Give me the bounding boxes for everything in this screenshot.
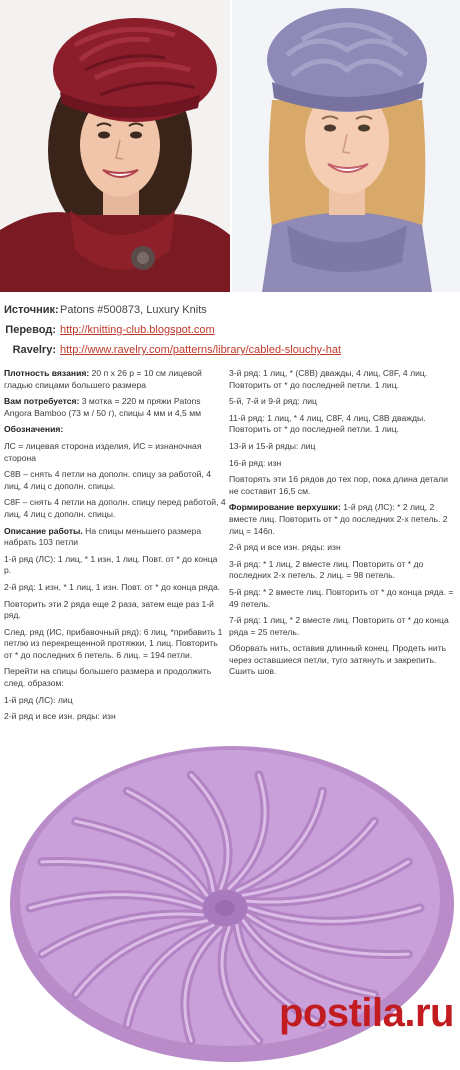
photo-red-beret-woman	[0, 0, 230, 292]
materials-text: 3 мотка = 220 м пряжи Patons Angora Bamboo (73 м / 50 г), спицы 4 мм и 4,5 мм	[4, 396, 202, 418]
translation-row	[0, 324, 460, 340]
body-row-11: 11-й ряд: 1 лиц, * 4 лиц, C8F, 4 лиц, C8B дважды. Повторить от * до последней петли. 1 лиц.	[229, 412, 426, 435]
work-text: На спицы меньшего размера набрать 103 петли	[4, 525, 202, 548]
work-paragraph	[4, 526, 226, 549]
ravelry-row	[0, 344, 460, 360]
crown-row-7: 7-й ряд: 1 лиц, * 2 вместе лиц. Повторить от * до конца ряда = 25 петель.	[229, 615, 449, 637]
crown-row-5: 5-й ряд: * 2 вместе лиц. Повторить от * до конца ряда. = 49 петель.	[229, 586, 454, 609]
source-row	[0, 304, 460, 320]
instructions-left-column	[4, 368, 226, 728]
body-row-2: 2-й ряд и все изн. ряды: изн	[4, 711, 116, 722]
ravelry-label: Ravelry:	[12, 344, 56, 356]
rib-row-1: 1-й ряд (ЛС): 1 лиц, * 1 изн, 1 лиц. Повт. от * до конца р.	[4, 553, 218, 576]
body-repeat: Повторять эти 16 рядов до тех пор, пока длина детали не составит 16,5 см.	[229, 474, 448, 496]
increase-row: След. ряд (ИС, прибавочный ряд): 6 лиц, *прибавить 1 петлю из перекрещенной протяжки, 1 лиц. Повторить от * до последних 6 петель. 6 лиц. = 194 петли.	[4, 626, 223, 660]
body-row-5: 5-й, 7-й и 9-й ряд: лиц	[229, 396, 317, 407]
body-row-16: 16-й ряд: изн	[229, 457, 282, 468]
top-photos	[0, 0, 460, 296]
instructions-right-column	[229, 368, 454, 683]
body-row-3: 3-й ряд: 1 лиц, * (C8B) дважды, 4 лиц, C8F, 4 лиц. Повторить от * до последней петли. 1 лиц.	[229, 368, 428, 390]
translation-label: Перевод:	[5, 324, 56, 336]
abbreviations-heading	[4, 424, 226, 436]
work-label: Описание работы.	[4, 525, 83, 536]
ravelry-link[interactable]: http://www.ravelry.com/patterns/library/cabled-slouchy-hat	[60, 344, 342, 356]
source-label: Источник:	[4, 304, 59, 316]
gauge-text: 20 п х 26 р = 10 см лицевой гладью спицами большего размера	[4, 368, 202, 390]
materials-label: Вам потребуется:	[4, 396, 80, 407]
gauge-paragraph	[4, 368, 226, 391]
crown-row-2: 2-й ряд и все изн. ряды: изн	[229, 542, 341, 553]
lilac-beret-illustration	[232, 0, 460, 292]
crown-paragraph	[229, 502, 454, 537]
crown-text: 1-й ряд (ЛС): * 2 лиц, 2 вместе лиц. Повторить от * до последних 2-х петель. 2 лиц = 146п.	[229, 502, 448, 536]
materials-paragraph	[4, 396, 226, 419]
source-value: Patons #500873, Luxury Knits	[60, 304, 207, 316]
red-beret-illustration	[0, 0, 230, 292]
crown-row-3: 3-й ряд: * 1 лиц, 2 вместе лиц. Повторить от * до последних 2-х петель. 2 лиц. = 98 петель.	[229, 558, 424, 581]
switch-needles: Перейти на спицы большего размера и продолжить след. образом:	[4, 666, 212, 689]
translation-link[interactable]: http://knitting-club.blogspot.com	[60, 324, 215, 336]
photo-lilac-beret-woman	[232, 0, 460, 292]
gauge-label: Плотность вязания:	[4, 368, 90, 378]
abbreviations-label: Обозначения:	[4, 424, 64, 435]
rib-repeat: Повторить эти 2 ряда еще 2 раза, затем еще раз 1-й ряд.	[4, 598, 214, 621]
body-row-13: 13-й и 15-й ряды: лиц	[229, 440, 316, 451]
abbreviation-c8f: C8F – снять 4 петли на дополн. спицу перед работой, 4 лиц, 4 лиц с дополн. спицы.	[4, 497, 226, 519]
body-row-1: 1-й ряд (ЛС): лиц	[4, 694, 73, 705]
finishing-text: Оборвать нить, оставив длинный конец. Продеть нить через оставшиеся петли, туго затянуть и закрепить. Сшить шов.	[229, 643, 447, 677]
watermark-text: postila.ru	[278, 991, 454, 1035]
abbreviation-c8b: C8B – снять 4 петли на дополн. спицу за работой, 4 лиц, 4 лиц с дополн. спицы.	[4, 469, 212, 491]
abbreviation-sides: ЛС = лицевая сторона изделия, ИС = изнаночная сторона	[4, 440, 202, 463]
rib-row-2: 2-й ряд: 1 изн, * 1 лиц, 1 изн. Повт. от * до конца ряда.	[4, 581, 221, 592]
crown-label: Формирование верхушки:	[229, 502, 341, 513]
